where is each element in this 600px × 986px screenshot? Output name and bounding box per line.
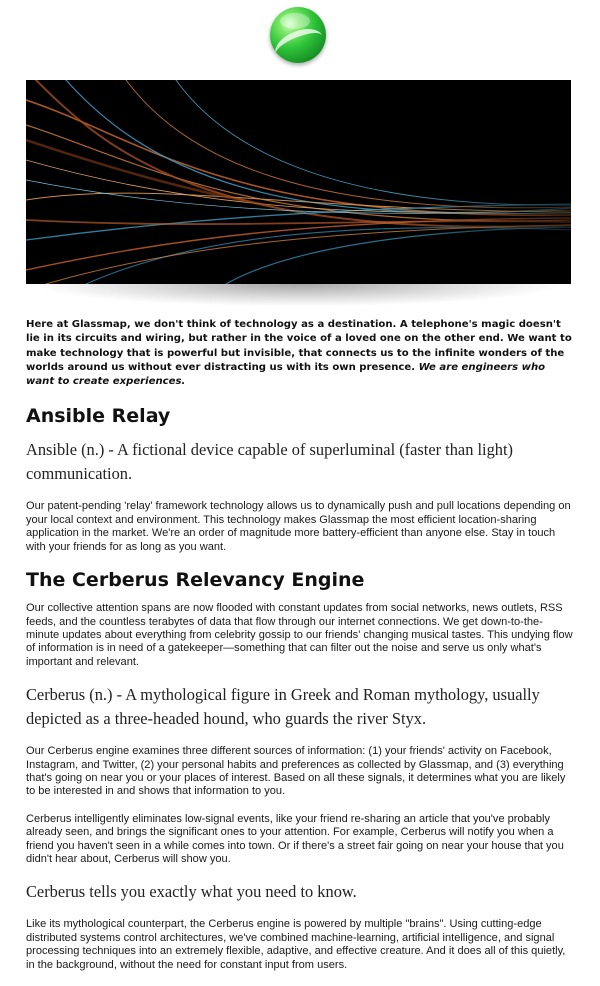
glassmap-logo[interactable] xyxy=(270,7,328,65)
intro-text: Here at Glassmap, we don't think of technology as a destination. A telephone's magic doesn't lie in its circuits and wiring, but rather in the voice of a loved one on the other end. We want to make technology that is powerful but invisible, that connects us to the infinite wonders of the worlds around us without ever distracting us with its own presence. xyxy=(26,319,572,373)
intro-emphasis: We are engineers who want to create experiences. xyxy=(26,361,546,388)
glassmap-globe-logo-icon xyxy=(270,7,326,63)
intro-paragraph xyxy=(26,318,574,389)
ansible-body: Our patent-pending 'relay' framework technology allows us to dynamically push and pull locations depending on your local context and environment. This technology makes Glassmap the most efficient location-sharing application in the market. We're an order of magnitude more battery-efficient than anyone else. Stay in touch with your friends for as long as you want. xyxy=(26,500,571,553)
hero-banner-image xyxy=(26,80,571,284)
main-content xyxy=(26,318,574,986)
cerberus-heading: The Cerberus Relevancy Engine xyxy=(26,569,365,592)
cerberus-tagline: Cerberus tells you exactly what you need to know. xyxy=(26,882,357,902)
cerberus-body-4: Like its mythological counterpart, the Cerberus engine is powered by multiple "brains". Using cutting-edge distributed systems control architectures, we've combined machine-learning, artificial intelligence, and signal processing techniques into an extremely flexible, adaptive, and effective creature. And it does all of this quietly, in the background, without the need for constant input from users. xyxy=(26,918,566,971)
ansible-heading: Ansible Relay xyxy=(26,405,171,428)
hero-shadow xyxy=(38,284,558,306)
cerberus-body-2: Our Cerberus engine examines three different sources of information: (1) your friends' activity on Facebook, Instagram, and Twitter, (2) your personal habits and preferences as collected by Glassmap, and (3) everything that's going on near you or your places of interest. Based on all these signals, it determines what you are likely to be interested in and shows that information to you. xyxy=(26,745,566,798)
ansible-definition: Ansible (n.) - A fictional device capable of superluminal (faster than light) communication. xyxy=(26,440,514,484)
cerberus-body-3: Cerberus intelligently eliminates low-signal events, like your friend re-sharing an article that you've probably already seen, and brings the significant ones to your attention. For example, Cerberus will notify you when a friend you haven't seen in a while comes into town. Or if there's a street fair going on near your house that you didn't hear about, Cerberus will show you. xyxy=(26,812,564,865)
cerberus-body-1: Our collective attention spans are now flooded with constant updates from social networks, news outlets, RSS feeds, and the countless terabytes of data that flow through our internet connections. We get down-to-the-minute updates about everything from celebrity gossip to our friends' changing musical tastes. This undying flow of information is in need of a gatekeeper—something that can filter out the noise and serve us only what's important and relevant. xyxy=(26,602,573,668)
cerberus-definition: Cerberus (n.) - A mythological figure in Greek and Roman mythology, usually depicted as a three-headed hound, who guards the river Styx. xyxy=(26,685,540,729)
light-trails-banner xyxy=(26,80,571,284)
